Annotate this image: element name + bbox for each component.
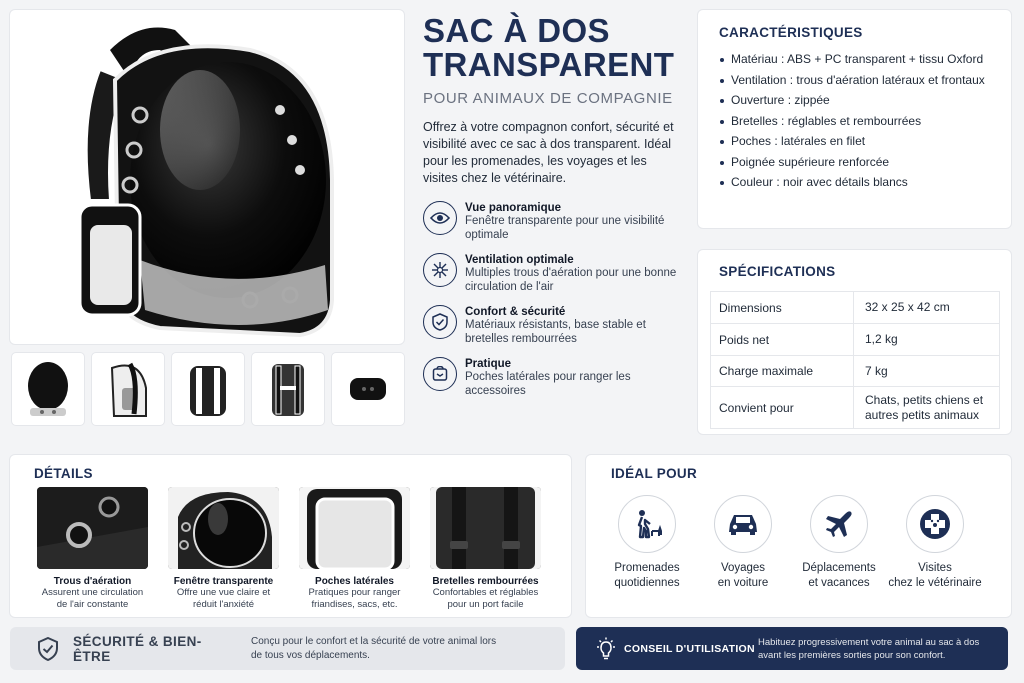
spec-label: Dimensions (711, 292, 854, 324)
spec-value: 1,2 kg (854, 324, 1000, 356)
product-main-image (9, 9, 405, 345)
intro-text: Offrez à votre compagnon confort, sécurité et visibilité avec ce sac à dos transparent. Idéal pour les promenades, les voyages et les visites chez le vétérinaire. (423, 120, 674, 185)
feature-item (423, 357, 683, 398)
thumbnail-top[interactable] (331, 352, 405, 426)
detail-desc: Pratiques pour ranger friandises, sacs, etc. (308, 587, 401, 610)
table-row (711, 324, 1000, 356)
safety-banner (10, 627, 565, 670)
thumbnail-straps[interactable] (251, 352, 325, 426)
details-panel (9, 454, 572, 618)
side-pocket-photo (299, 487, 410, 569)
straps-photo (430, 487, 541, 569)
feature-desc: Fenêtre transparente pour une visibilité optimale (465, 215, 665, 241)
feature-title: Confort & sécurité (465, 306, 566, 318)
eye-icon (423, 201, 457, 235)
specifications-title: SPÉCIFICATIONS (719, 264, 836, 279)
feature-desc: Multiples trous d'aération pour une bonne circulation de l'air (465, 267, 677, 293)
ideal-label-line2: en voiture (717, 577, 769, 589)
backpack-illustration (10, 10, 405, 345)
characteristics-title: CARACTÉRISTIQUES (719, 25, 863, 40)
list-item: Couleur : noir avec détails blancs (719, 175, 993, 191)
detail-item (299, 487, 410, 611)
vent-hole-photo (37, 487, 148, 569)
details-list (37, 487, 571, 611)
ideal-label (887, 561, 983, 591)
page-subtitle: POUR ANIMAUX DE COMPAGNIE (423, 90, 673, 107)
ideal-label-line2: quotidiennes (614, 577, 680, 589)
tip-text: Habituez progressivement votre animal au sac à dos avant les premières sorties pour son confort. (758, 636, 980, 661)
usage-tip-banner (576, 627, 1008, 670)
list-item: Poches : latérales en filet (719, 134, 993, 150)
spec-value: 7 kg (854, 356, 1000, 387)
list-item: Ouverture : zippée (719, 93, 993, 109)
ideal-label (695, 561, 791, 591)
list-item: Matériau : ABS + PC transparent + tissu Oxford (719, 52, 993, 68)
ideal-label-line1: Déplacements (802, 562, 876, 574)
spec-label: Charge maximale (711, 356, 854, 387)
detail-desc: Confortables et réglables pour un port facile (432, 587, 539, 610)
details-title: DÉTAILS (34, 466, 93, 481)
list-item: Bretelles : réglables et rembourrées (719, 114, 993, 130)
page-title (423, 14, 683, 82)
tip-title: CONSEIL D'UTILISATION (624, 642, 755, 655)
table-row (711, 292, 1000, 324)
spec-value: 32 x 25 x 42 cm (854, 292, 1000, 324)
ideal-label-line1: Voyages (720, 562, 766, 574)
characteristics-list (719, 52, 993, 191)
ideal-for-list (599, 495, 1011, 591)
feature-item (423, 305, 683, 346)
walking-dog-icon (618, 495, 676, 553)
detail-title: Trous d'aération (53, 576, 132, 587)
vet-cross-icon (906, 495, 964, 553)
lightbulb-icon (596, 637, 616, 661)
detail-title: Fenêtre transparente (173, 576, 274, 587)
car-icon (714, 495, 772, 553)
list-item: Poignée supérieure renforcée (719, 155, 993, 171)
characteristics-panel (697, 9, 1012, 229)
feature-list (423, 201, 683, 398)
shield-check-icon (37, 637, 59, 661)
detail-title: Bretelles rembourrées (432, 576, 539, 587)
ideal-label-line2: chez le vétérinaire (888, 577, 982, 589)
list-item: Ventilation : trous d'aération latéraux et frontaux (719, 73, 993, 89)
title-line-1: SAC À DOS (423, 12, 610, 49)
feature-item (423, 253, 683, 294)
ideal-label-line1: Promenades (614, 562, 680, 574)
ideal-item (599, 495, 695, 591)
ideal-item (887, 495, 983, 591)
ideal-item (791, 495, 887, 591)
product-header (423, 14, 683, 409)
safety-title: SÉCURITÉ & BIEN-ÊTRE (73, 633, 202, 664)
specifications-table (710, 291, 1000, 429)
ventilation-icon (423, 253, 457, 287)
detail-desc: Offre une vue claire et réduit l'anxiété (176, 587, 271, 610)
feature-title: Pratique (465, 358, 512, 370)
detail-title: Poches latérales (315, 576, 394, 587)
ideal-for-panel (585, 454, 1012, 618)
feature-desc: Matériaux résistants, base stable et bretelles rembourrées (465, 319, 646, 345)
detail-item (430, 487, 541, 611)
table-row (711, 387, 1000, 429)
feature-title: Ventilation optimale (465, 254, 574, 266)
window-photo (168, 487, 279, 569)
plane-icon (810, 495, 868, 553)
feature-desc: Poches latérales pour ranger les accessoires (465, 371, 631, 397)
safety-text: Conçu pour le confort et la sécurité de votre animal lors de tous vos déplacements. (251, 635, 497, 661)
pocket-icon (423, 357, 457, 391)
title-line-2: TRANSPARENT (423, 46, 675, 83)
thumbnail-back[interactable] (171, 352, 245, 426)
spec-value: Chats, petits chiens et autres petits animaux (865, 392, 984, 422)
ideal-label-line2: et vacances (808, 577, 870, 589)
table-row (711, 356, 1000, 387)
ideal-label-line1: Visites (918, 562, 952, 574)
ideal-label (791, 561, 887, 591)
spec-label: Convient pour (711, 387, 854, 429)
thumbnail-gallery (11, 352, 405, 426)
shield-check-icon (423, 305, 457, 339)
detail-item (37, 487, 148, 611)
feature-title: Vue panoramique (465, 202, 562, 214)
ideal-for-title: IDÉAL POUR (611, 466, 698, 481)
detail-desc: Assurent une circulation de l'air constante (41, 587, 144, 610)
ideal-label (599, 561, 695, 591)
feature-item (423, 201, 683, 242)
thumbnail-side[interactable] (91, 352, 165, 426)
ideal-item (695, 495, 791, 591)
thumbnail-front[interactable] (11, 352, 85, 426)
spec-label: Poids net (711, 324, 854, 356)
detail-item (168, 487, 279, 611)
specifications-panel (697, 249, 1012, 435)
